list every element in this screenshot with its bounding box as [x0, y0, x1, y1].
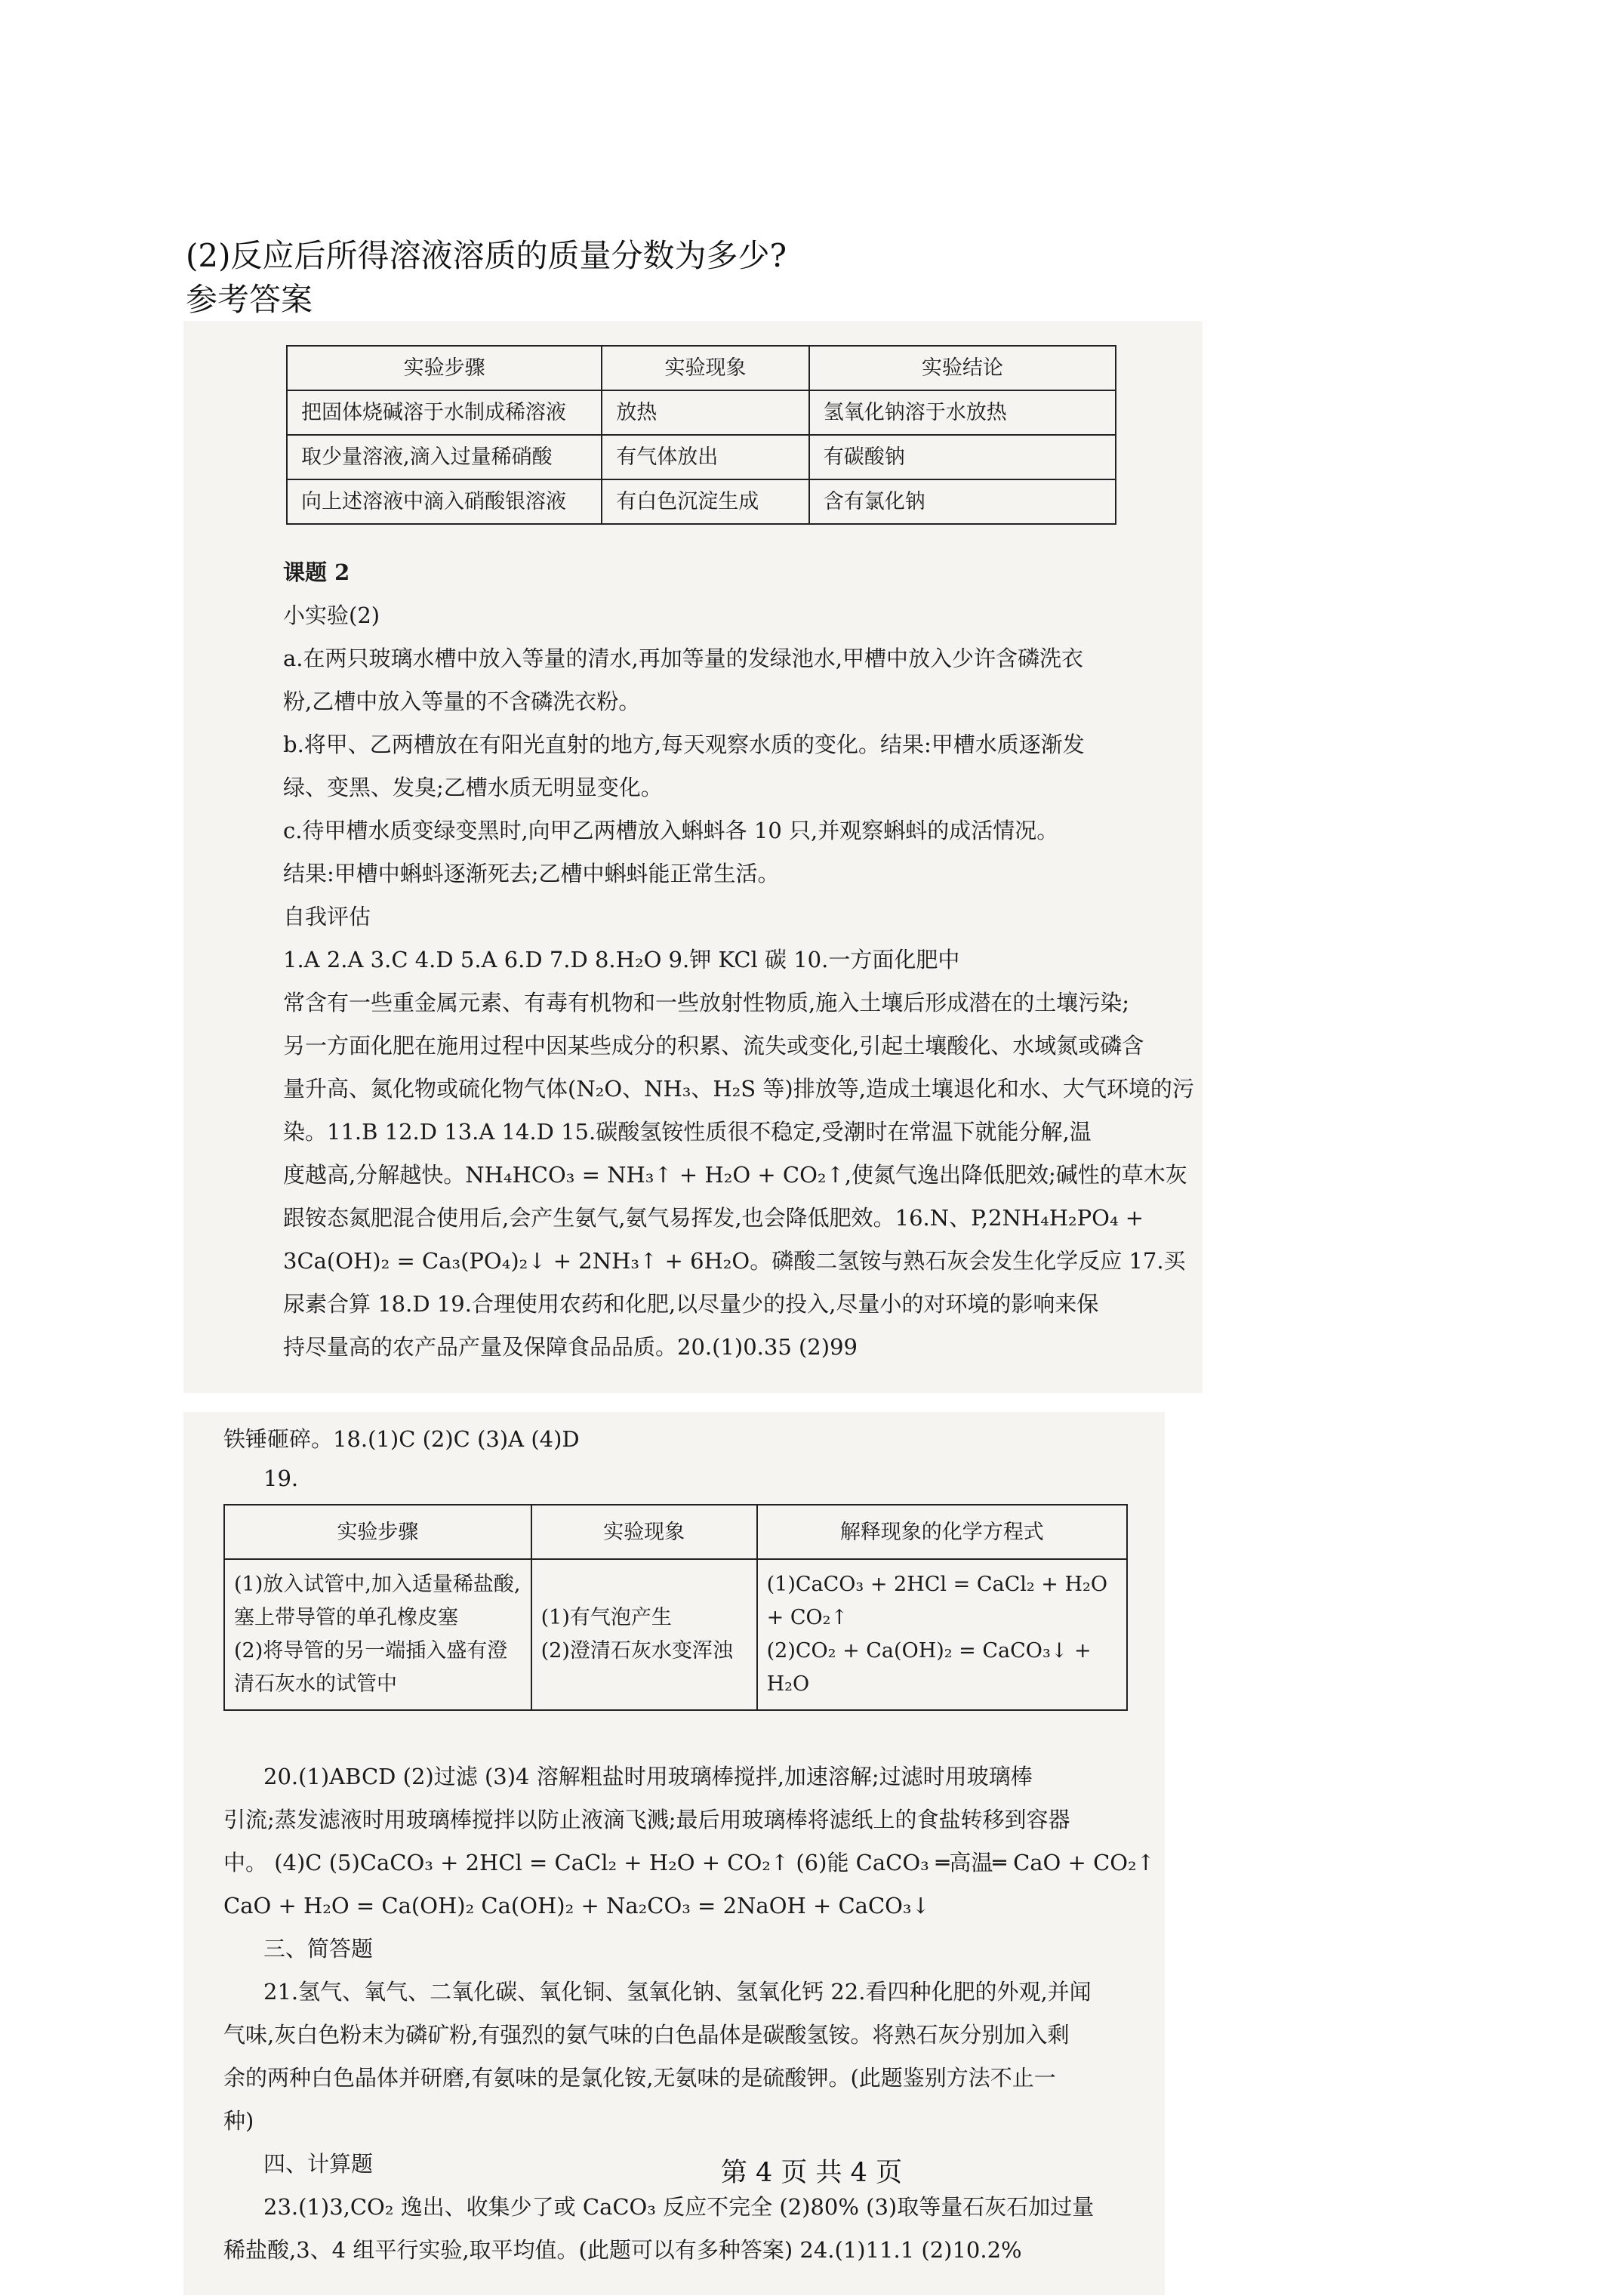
table-header: 实验步骤 [224, 1505, 531, 1559]
text-line: 跟铵态氮肥混合使用后,会产生氨气,氨气易挥发,也会降低肥效。16.N、P,2NH₄H₂PO₄ + [283, 1205, 1144, 1231]
table-cell: 有气体放出 [602, 435, 809, 479]
text-line: 自我评估 [283, 904, 371, 929]
text-line: 持尽量高的农产品产量及保障食品品质。20.(1)0.35 (2)99 [283, 1334, 858, 1360]
table-row [287, 435, 1116, 479]
text-line: a.在两只玻璃水槽中放入等量的清水,再加等量的发绿池水,甲槽中放入少许含磷洗衣 [283, 646, 1083, 671]
text-line: 铁锤砸碎。18.(1)C (2)C (3)A (4)D [223, 1426, 580, 1452]
text-line: 染。11.B 12.D 13.A 14.D 15.碳酸氢铵性质很不稳定,受潮时在常温下就能分解,温 [283, 1119, 1092, 1145]
text-line: 21.氢气、氧气、二氧化碳、氧化铜、氢氧化钠、氢氧化钙 22.看四种化肥的外观,并闻 [263, 1979, 1092, 2005]
table-cell: (1)CaCO₃ + 2HCl = CaCl₂ + H₂O + CO₂↑ (2)CO₂ + Ca(OH)₂ = CaCO₃↓ + H₂O [757, 1559, 1127, 1710]
table-cell: 取少量溶液,滴入过量稀硝酸 [287, 435, 602, 479]
text-line: 度越高,分解越快。NH₄HCO₃ = NH₃↑ + H₂O + CO₂↑,使氮气逸出降低肥效;碱性的草木灰 [283, 1162, 1187, 1188]
text-line: b.将甲、乙两槽放在有阳光直射的地方,每天观察水质的变化。结果:甲槽水质逐渐发 [283, 732, 1085, 757]
experiment-table-2 [223, 1504, 1128, 1711]
table-cell: 含有氯化钠 [809, 479, 1116, 524]
text-line: 20.(1)ABCD (2)过滤 (3)4 溶解粗盐时用玻璃棒搅拌,加速溶解;过滤时用玻璃棒 [263, 1764, 1033, 1789]
table-row [224, 1559, 1127, 1710]
question-line: (2)反应后所得溶液溶质的质量分数为多少? [186, 237, 787, 274]
text-line: c.待甲槽水质变绿变黑时,向甲乙两槽放入蝌蚪各 10 只,并观察蝌蚪的成活情况。 [283, 818, 1059, 843]
text-line: 绿、变黑、发臭;乙槽水质无明显变化。 [283, 775, 663, 800]
table-cell: 把固体烧碱溶于水制成稀溶液 [287, 390, 602, 435]
text-line: 量升高、氮化物或硫化物气体(N₂O、NH₃、H₂S 等)排放等,造成土壤退化和水、大气环境的污 [283, 1076, 1194, 1102]
text-line: 中。 (4)C (5)CaCO₃ + 2HCl = CaCl₂ + H₂O + CO₂↑ (6)能 CaCO₃ ═高温═ CaO + CO₂↑ [223, 1850, 1155, 1875]
text-line: 小实验(2) [283, 603, 380, 628]
table-row [287, 390, 1116, 435]
table-header: 实验步骤 [287, 346, 602, 390]
question-text [186, 234, 787, 322]
text-line: 引流;蒸发滤液时用玻璃棒搅拌以防止液滴飞溅;最后用玻璃棒将滤纸上的食盐转移到容器 [223, 1807, 1070, 1832]
text-line: 19. [263, 1465, 299, 1491]
text-line: 种) [223, 2108, 254, 2134]
table-cell: (1)有气泡产生 (2)澄清石灰水变浑浊 [531, 1559, 757, 1710]
table-header: 实验现象 [602, 346, 809, 390]
table-cell: (1)放入试管中,加入适量稀盐酸,塞上带导管的单孔橡皮塞 (2)将导管的另一端插入盛有澄清石灰水的试管中 [224, 1559, 531, 1710]
table-cell: 氢氧化钠溶于水放热 [809, 390, 1116, 435]
table-header-row [287, 346, 1116, 390]
text-line: 常含有一些重金属元素、有毒有机物和一些放射性物质,施入土壤后形成潜在的土壤污染; [283, 990, 1129, 1015]
page-footer: 第 4 页 共 4 页 [720, 2158, 903, 2188]
table-header-row [224, 1505, 1127, 1559]
table-header: 解释现象的化学方程式 [757, 1505, 1127, 1559]
answer-scan-1 [183, 321, 1203, 1393]
text-line: 1.A 2.A 3.C 4.D 5.A 6.D 7.D 8.H₂O 9.钾 KCl 碳 10.一方面化肥中 [283, 947, 960, 972]
table-header: 实验现象 [531, 1505, 757, 1559]
experiment-table-1 [286, 345, 1116, 525]
table-cell: 有白色沉淀生成 [602, 479, 809, 524]
text-line: 三、简答题 [263, 1936, 374, 1962]
text-line: 3Ca(OH)₂ = Ca₃(PO₄)₂↓ + 2NH₃↑ + 6H₂O。磷酸二氢铵与熟石灰会发生化学反应 17.买 [283, 1248, 1186, 1274]
topic-heading: 课题 2 [283, 559, 350, 585]
text-line: 稀盐酸,3、4 组平行实验,取平均值。(此题可以有多种答案) 24.(1)11.1 (2)10.2% [223, 2237, 1022, 2263]
table-row [287, 479, 1116, 524]
table-cell: 向上述溶液中滴入硝酸银溶液 [287, 479, 602, 524]
table-cell: 有碳酸钠 [809, 435, 1116, 479]
text-line: 气味,灰白色粉末为磷矿粉,有强烈的氨气味的白色晶体是碳酸氢铵。将熟石灰分别加入剩 [223, 2022, 1070, 2048]
text-line: 粉,乙槽中放入等量的不含磷洗衣粉。 [283, 689, 641, 714]
table-cell: 放热 [602, 390, 809, 435]
text-line: 23.(1)3,CO₂ 逸出、收集少了或 CaCO₃ 反应不完全 (2)80% (3)取等量石灰石加过量 [263, 2194, 1095, 2220]
answer-heading: 参考答案 [186, 281, 313, 318]
table-header: 实验结论 [809, 346, 1116, 390]
text-line: 结果:甲槽中蝌蚪逐渐死去;乙槽中蝌蚪能正常生活。 [283, 861, 780, 886]
text-line: CaO + H₂O = Ca(OH)₂ Ca(OH)₂ + Na₂CO₃ = 2NaOH + CaCO₃↓ [223, 1893, 930, 1918]
text-line: 另一方面化肥在施用过程中因某些成分的积累、流失或变化,引起土壤酸化、水域氮或磷含 [283, 1033, 1144, 1059]
text-line: 四、计算题 [263, 2151, 374, 2177]
text-line: 尿素合算 18.D 19.合理使用农药和化肥,以尽量少的投入,尽量小的对环境的影响来保 [283, 1291, 1099, 1317]
text-line: 余的两种白色晶体并研磨,有氨味的是氯化铵,无氨味的是硫酸钾。(此题鉴别方法不止一 [223, 2065, 1056, 2091]
